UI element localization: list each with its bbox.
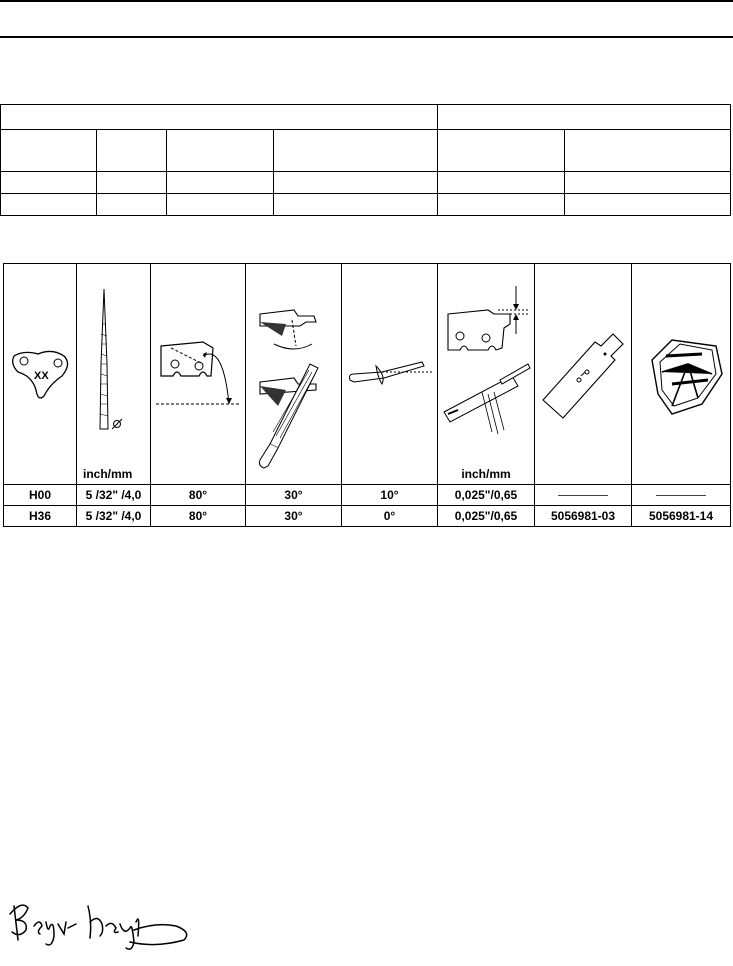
file-unit: inch/mm	[83, 467, 133, 481]
filing-angle-icon	[246, 264, 342, 484]
top-plate-angle-icon	[151, 264, 246, 484]
spec-table-vline	[273, 129, 274, 215]
cell-file: 5 /32" /4,0	[77, 506, 151, 527]
depth-gauge-cell	[438, 264, 535, 485]
spec-table-hline	[1, 129, 730, 130]
spec-table-vline	[564, 129, 565, 215]
sharpening-table	[3, 263, 731, 527]
cell-top-angle: 80°	[151, 506, 246, 527]
chain-marking-cell	[4, 264, 77, 485]
cell-depth: 0,025"/0,65	[438, 485, 535, 506]
cell-filing-angle: 30°	[246, 485, 342, 506]
illustration-row	[4, 264, 731, 485]
marking-label: XX	[34, 370, 49, 382]
empty-dash	[656, 495, 706, 496]
depth-gauge-tool-icon	[535, 264, 632, 484]
spec-table-hline	[1, 171, 730, 172]
depth-gauge-icon	[438, 264, 535, 484]
depth-gauge-tool-cell	[535, 264, 632, 485]
file-tilt-angle-cell	[342, 264, 438, 485]
table-row	[4, 485, 731, 506]
cell-filing-gauge: 5056981-14	[632, 506, 731, 527]
round-file-cell	[77, 264, 151, 485]
cell-gauge-tool: 5056981-03	[535, 506, 632, 527]
cell-filing-angle: 30°	[246, 506, 342, 527]
cell-type: H00	[4, 485, 77, 506]
cell-type: H36	[4, 506, 77, 527]
header-rule	[0, 36, 733, 38]
spec-table-vline	[166, 129, 167, 215]
cell-tilt: 0°	[342, 506, 438, 527]
empty-dash	[558, 495, 608, 496]
spec-table-vline	[437, 105, 438, 215]
top-plate-angle-cell	[151, 264, 246, 485]
filing-gauge-icon	[632, 264, 731, 484]
cell-gauge-tool	[535, 485, 632, 506]
spec-table-vline	[96, 129, 97, 215]
cell-file: 5 /32" /4,0	[77, 485, 151, 506]
signature	[6, 892, 196, 962]
cell-filing-gauge	[632, 485, 731, 506]
filing-angle-cell	[246, 264, 342, 485]
spec-table	[0, 104, 731, 216]
top-rule	[0, 0, 733, 2]
chain-marking-icon	[4, 264, 77, 484]
filing-gauge-cell	[632, 264, 731, 485]
cell-tilt: 10°	[342, 485, 438, 506]
file-tilt-angle-icon	[342, 264, 438, 484]
depth-unit: inch/mm	[461, 467, 511, 481]
round-file-icon	[77, 264, 151, 484]
cell-depth: 0,025"/0,65	[438, 506, 535, 527]
cell-top-angle: 80°	[151, 485, 246, 506]
table-row	[4, 506, 731, 527]
spec-table-hline	[1, 193, 730, 194]
